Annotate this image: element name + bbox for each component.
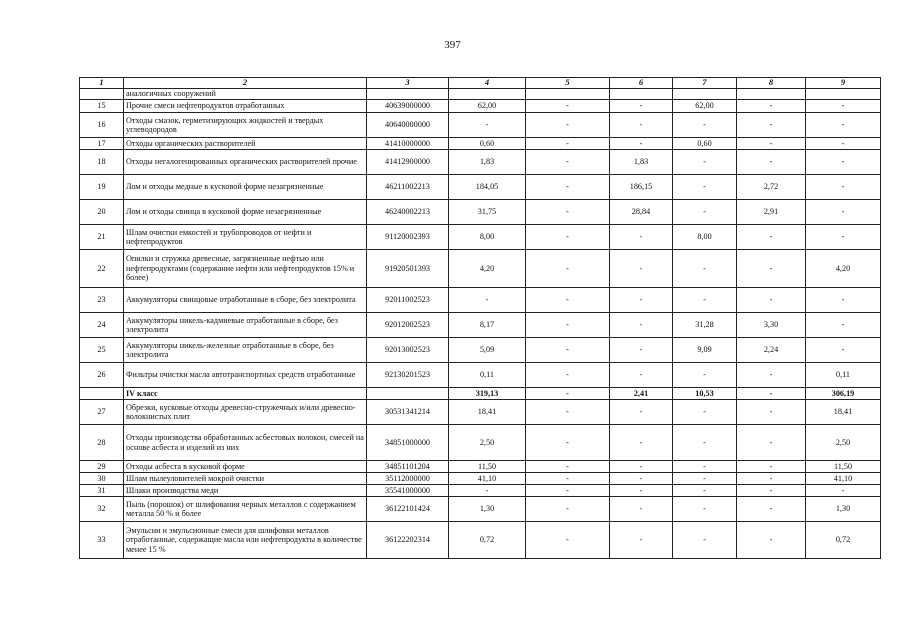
- waste-code: 46240002213: [367, 200, 449, 225]
- row-number: 30: [80, 473, 124, 485]
- column-header: 1: [80, 78, 124, 89]
- table-row: [80, 473, 881, 485]
- value-col-6: 1,83: [610, 150, 673, 175]
- waste-code: 34851000000: [367, 425, 449, 461]
- value-col-8: -: [737, 138, 806, 150]
- value-col-5: -: [526, 388, 610, 400]
- waste-name: Пыль (порошок) от шлифования черных металлов с содержанием металла 50 % и более: [124, 497, 367, 522]
- value-col-9: 11,50: [806, 461, 881, 473]
- value-col-7: 9,09: [673, 338, 737, 363]
- value-col-5: -: [526, 100, 610, 113]
- value-col-9: 0,11: [806, 363, 881, 388]
- waste-code: 35541000000: [367, 485, 449, 497]
- waste-code: 91120002393: [367, 225, 449, 250]
- value-col-8: 3,30: [737, 313, 806, 338]
- value-col-7: -: [673, 485, 737, 497]
- row-number: 19: [80, 175, 124, 200]
- value-col-6: -: [610, 363, 673, 388]
- value-col-4: 5,09: [449, 338, 526, 363]
- waste-table: [79, 77, 881, 559]
- table-row: [80, 150, 881, 175]
- value-col-6: 186,15: [610, 175, 673, 200]
- value-col-9: -: [806, 288, 881, 313]
- value-col-4: 18,41: [449, 400, 526, 425]
- waste-name: IV класс: [124, 388, 367, 400]
- column-header: 7: [673, 78, 737, 89]
- row-number: 25: [80, 338, 124, 363]
- value-col-4: 319,13: [449, 388, 526, 400]
- value-col-8: -: [737, 497, 806, 522]
- value-col-5: -: [526, 175, 610, 200]
- value-col-7: -: [673, 461, 737, 473]
- table-row: [80, 200, 881, 225]
- value-col-9: -: [806, 138, 881, 150]
- waste-code: 36122202314: [367, 522, 449, 559]
- table-row: [80, 288, 881, 313]
- row-number: 18: [80, 150, 124, 175]
- value-col-6: -: [610, 338, 673, 363]
- waste-name: Отходы смазок, герметизирующих жидкостей и твердых углеводородов: [124, 113, 367, 138]
- row-number: 15: [80, 100, 124, 113]
- value-col-4: 0,11: [449, 363, 526, 388]
- class-total-row: [80, 388, 881, 400]
- value-col-8: -: [737, 388, 806, 400]
- column-header: 6: [610, 78, 673, 89]
- column-header: 4: [449, 78, 526, 89]
- value-col-5: -: [526, 400, 610, 425]
- value-col-9: -: [806, 100, 881, 113]
- table-row: [80, 89, 881, 100]
- waste-name: Аккумуляторы свинцовые отработанные в сборе, без электролита: [124, 288, 367, 313]
- row-number: 23: [80, 288, 124, 313]
- value-col-5: -: [526, 425, 610, 461]
- value-col-6: -: [610, 313, 673, 338]
- table-header-row: [80, 78, 881, 89]
- value-col-5: -: [526, 497, 610, 522]
- waste-name: Шлаки производства меди: [124, 485, 367, 497]
- value-col-8: -: [737, 461, 806, 473]
- value-col-6: -: [610, 425, 673, 461]
- waste-code: [367, 89, 449, 100]
- value-col-4: -: [449, 288, 526, 313]
- table-row: [80, 100, 881, 113]
- row-number: 16: [80, 113, 124, 138]
- row-number: 33: [80, 522, 124, 559]
- value-col-7: -: [673, 400, 737, 425]
- value-col-6: -: [610, 497, 673, 522]
- value-col-6: -: [610, 473, 673, 485]
- waste-name: Лом и отходы свинца в кусковой форме незагрязненные: [124, 200, 367, 225]
- value-col-4: 0,72: [449, 522, 526, 559]
- value-col-5: -: [526, 113, 610, 138]
- value-col-6: [610, 89, 673, 100]
- value-col-4: [449, 89, 526, 100]
- waste-code: 40640000000: [367, 113, 449, 138]
- table-row: [80, 313, 881, 338]
- table-row: [80, 138, 881, 150]
- value-col-6: -: [610, 100, 673, 113]
- column-header: 2: [124, 78, 367, 89]
- value-col-8: -: [737, 113, 806, 138]
- row-number: 28: [80, 425, 124, 461]
- table-row: [80, 497, 881, 522]
- value-col-9: -: [806, 150, 881, 175]
- value-col-8: -: [737, 250, 806, 288]
- waste-name: Аккумуляторы никель-железные отработанные в сборе, без электролита: [124, 338, 367, 363]
- table-row: [80, 461, 881, 473]
- value-col-6: 28,84: [610, 200, 673, 225]
- value-col-4: -: [449, 113, 526, 138]
- table-row: [80, 485, 881, 497]
- value-col-7: -: [673, 250, 737, 288]
- table-row: [80, 113, 881, 138]
- value-col-9: -: [806, 113, 881, 138]
- value-col-7: -: [673, 200, 737, 225]
- waste-code: 34851101204: [367, 461, 449, 473]
- waste-code: 41412900000: [367, 150, 449, 175]
- value-col-6: -: [610, 138, 673, 150]
- value-col-7: -: [673, 473, 737, 485]
- value-col-5: -: [526, 313, 610, 338]
- value-col-9: -: [806, 338, 881, 363]
- value-col-5: -: [526, 485, 610, 497]
- value-col-6: -: [610, 288, 673, 313]
- value-col-9: 2,50: [806, 425, 881, 461]
- waste-code: 35112000000: [367, 473, 449, 485]
- value-col-6: -: [610, 522, 673, 559]
- value-col-7: -: [673, 425, 737, 461]
- value-col-7: 0,60: [673, 138, 737, 150]
- value-col-9: 41,10: [806, 473, 881, 485]
- waste-code: 41410000000: [367, 138, 449, 150]
- value-col-5: -: [526, 200, 610, 225]
- row-number: 27: [80, 400, 124, 425]
- waste-name: Обрезки, кусковые отходы древесно-стружечных и/или древесно-волокнистых плит: [124, 400, 367, 425]
- row-number: 20: [80, 200, 124, 225]
- waste-name: Опилки и стружка древесные, загрязненные нефтью или нефтепродуктами (содержание нефти или нефтепродуктов 15% и более): [124, 250, 367, 288]
- waste-name: Шлам пылеуловителей мокрой очистки: [124, 473, 367, 485]
- value-col-7: -: [673, 288, 737, 313]
- value-col-9: -: [806, 200, 881, 225]
- value-col-7: [673, 89, 737, 100]
- table-row: [80, 175, 881, 200]
- value-col-4: 2,50: [449, 425, 526, 461]
- waste-code: 92011002523: [367, 288, 449, 313]
- value-col-7: -: [673, 497, 737, 522]
- row-number: 21: [80, 225, 124, 250]
- value-col-8: -: [737, 522, 806, 559]
- value-col-8: -: [737, 150, 806, 175]
- value-col-9: -: [806, 225, 881, 250]
- table-row: [80, 225, 881, 250]
- row-number: 26: [80, 363, 124, 388]
- value-col-5: -: [526, 473, 610, 485]
- value-col-4: 184,05: [449, 175, 526, 200]
- value-col-9: 0,72: [806, 522, 881, 559]
- value-col-8: 2,91: [737, 200, 806, 225]
- waste-name: Отходы органических растворителей: [124, 138, 367, 150]
- waste-name: Эмульсии и эмульсионные смеси для шлифовки металлов отработанные, содержащие масла или нефтепродукты в количестве менее 15 %: [124, 522, 367, 559]
- value-col-5: -: [526, 522, 610, 559]
- waste-code: 46211002213: [367, 175, 449, 200]
- value-col-8: -: [737, 425, 806, 461]
- value-col-5: -: [526, 250, 610, 288]
- value-col-7: -: [673, 363, 737, 388]
- row-number: 17: [80, 138, 124, 150]
- value-col-8: 2,24: [737, 338, 806, 363]
- value-col-9: 18,41: [806, 400, 881, 425]
- table-row: [80, 400, 881, 425]
- column-header: 5: [526, 78, 610, 89]
- value-col-6: -: [610, 461, 673, 473]
- value-col-7: -: [673, 113, 737, 138]
- value-col-5: -: [526, 225, 610, 250]
- value-col-7: -: [673, 150, 737, 175]
- value-col-4: 41,10: [449, 473, 526, 485]
- value-col-4: 8,17: [449, 313, 526, 338]
- value-col-8: -: [737, 288, 806, 313]
- value-col-9: 1,30: [806, 497, 881, 522]
- value-col-7: -: [673, 175, 737, 200]
- value-col-8: -: [737, 473, 806, 485]
- table-row: [80, 425, 881, 461]
- value-col-5: [526, 89, 610, 100]
- value-col-4: -: [449, 485, 526, 497]
- row-number: 24: [80, 313, 124, 338]
- value-col-5: -: [526, 138, 610, 150]
- table-body: [80, 89, 881, 559]
- waste-name: Аккумуляторы никель-кадмиевые отработанные в сборе, без электролита: [124, 313, 367, 338]
- value-col-8: -: [737, 400, 806, 425]
- table-row: [80, 338, 881, 363]
- table-row: [80, 250, 881, 288]
- value-col-5: -: [526, 461, 610, 473]
- value-col-9: -: [806, 485, 881, 497]
- waste-name: Фильтры очистки масла автотранспортных средств отработанные: [124, 363, 367, 388]
- value-col-9: 4,20: [806, 250, 881, 288]
- waste-name: Прочие смеси нефтепродуктов отработанных: [124, 100, 367, 113]
- value-col-4: 1,30: [449, 497, 526, 522]
- value-col-9: 306,19: [806, 388, 881, 400]
- waste-code: 91920501393: [367, 250, 449, 288]
- waste-name: Отходы негалогенированных органических растворителей прочие: [124, 150, 367, 175]
- row-number: [80, 388, 124, 400]
- value-col-7: 31,28: [673, 313, 737, 338]
- value-col-8: 2,72: [737, 175, 806, 200]
- value-col-6: -: [610, 485, 673, 497]
- value-col-4: 8,00: [449, 225, 526, 250]
- column-header: 8: [737, 78, 806, 89]
- page-number: 397: [444, 39, 461, 51]
- column-header: 3: [367, 78, 449, 89]
- value-col-6: -: [610, 250, 673, 288]
- value-col-4: 1,83: [449, 150, 526, 175]
- value-col-8: [737, 89, 806, 100]
- value-col-8: -: [737, 225, 806, 250]
- row-number: 22: [80, 250, 124, 288]
- waste-name: Лом и отходы медные в кусковой форме незагрязненные: [124, 175, 367, 200]
- row-number: 29: [80, 461, 124, 473]
- column-header: 9: [806, 78, 881, 89]
- value-col-8: -: [737, 485, 806, 497]
- value-col-7: 10,53: [673, 388, 737, 400]
- value-col-9: -: [806, 313, 881, 338]
- value-col-4: 62,00: [449, 100, 526, 113]
- row-number: [80, 89, 124, 100]
- value-col-6: -: [610, 400, 673, 425]
- value-col-9: [806, 89, 881, 100]
- waste-code: 40639000000: [367, 100, 449, 113]
- value-col-7: -: [673, 522, 737, 559]
- row-number: 31: [80, 485, 124, 497]
- waste-code: 92012002523: [367, 313, 449, 338]
- value-col-5: -: [526, 338, 610, 363]
- table-row: [80, 522, 881, 559]
- value-col-7: 8,00: [673, 225, 737, 250]
- waste-code: 36122101424: [367, 497, 449, 522]
- value-col-6: 2,41: [610, 388, 673, 400]
- waste-name: аналогичных сооружений: [124, 89, 367, 100]
- value-col-4: 0,60: [449, 138, 526, 150]
- waste-code: 30531341214: [367, 400, 449, 425]
- value-col-8: -: [737, 363, 806, 388]
- table-row: [80, 363, 881, 388]
- waste-name: Шлам очистки емкостей и трубопроводов от нефти и нефтепродуктов: [124, 225, 367, 250]
- value-col-5: -: [526, 363, 610, 388]
- value-col-5: -: [526, 150, 610, 175]
- value-col-5: -: [526, 288, 610, 313]
- row-number: 32: [80, 497, 124, 522]
- waste-code: 92013002523: [367, 338, 449, 363]
- value-col-4: 4,20: [449, 250, 526, 288]
- value-col-9: -: [806, 175, 881, 200]
- value-col-4: 31,75: [449, 200, 526, 225]
- value-col-4: 11,50: [449, 461, 526, 473]
- waste-name: Отходы производства обработанных асбестовых волокон, смесей на основе асбеста и изделий из них: [124, 425, 367, 461]
- value-col-8: -: [737, 100, 806, 113]
- waste-code: 92130201523: [367, 363, 449, 388]
- value-col-6: -: [610, 113, 673, 138]
- value-col-6: -: [610, 225, 673, 250]
- value-col-7: 62,00: [673, 100, 737, 113]
- waste-name: Отходы асбеста в кусковой форме: [124, 461, 367, 473]
- waste-code: [367, 388, 449, 400]
